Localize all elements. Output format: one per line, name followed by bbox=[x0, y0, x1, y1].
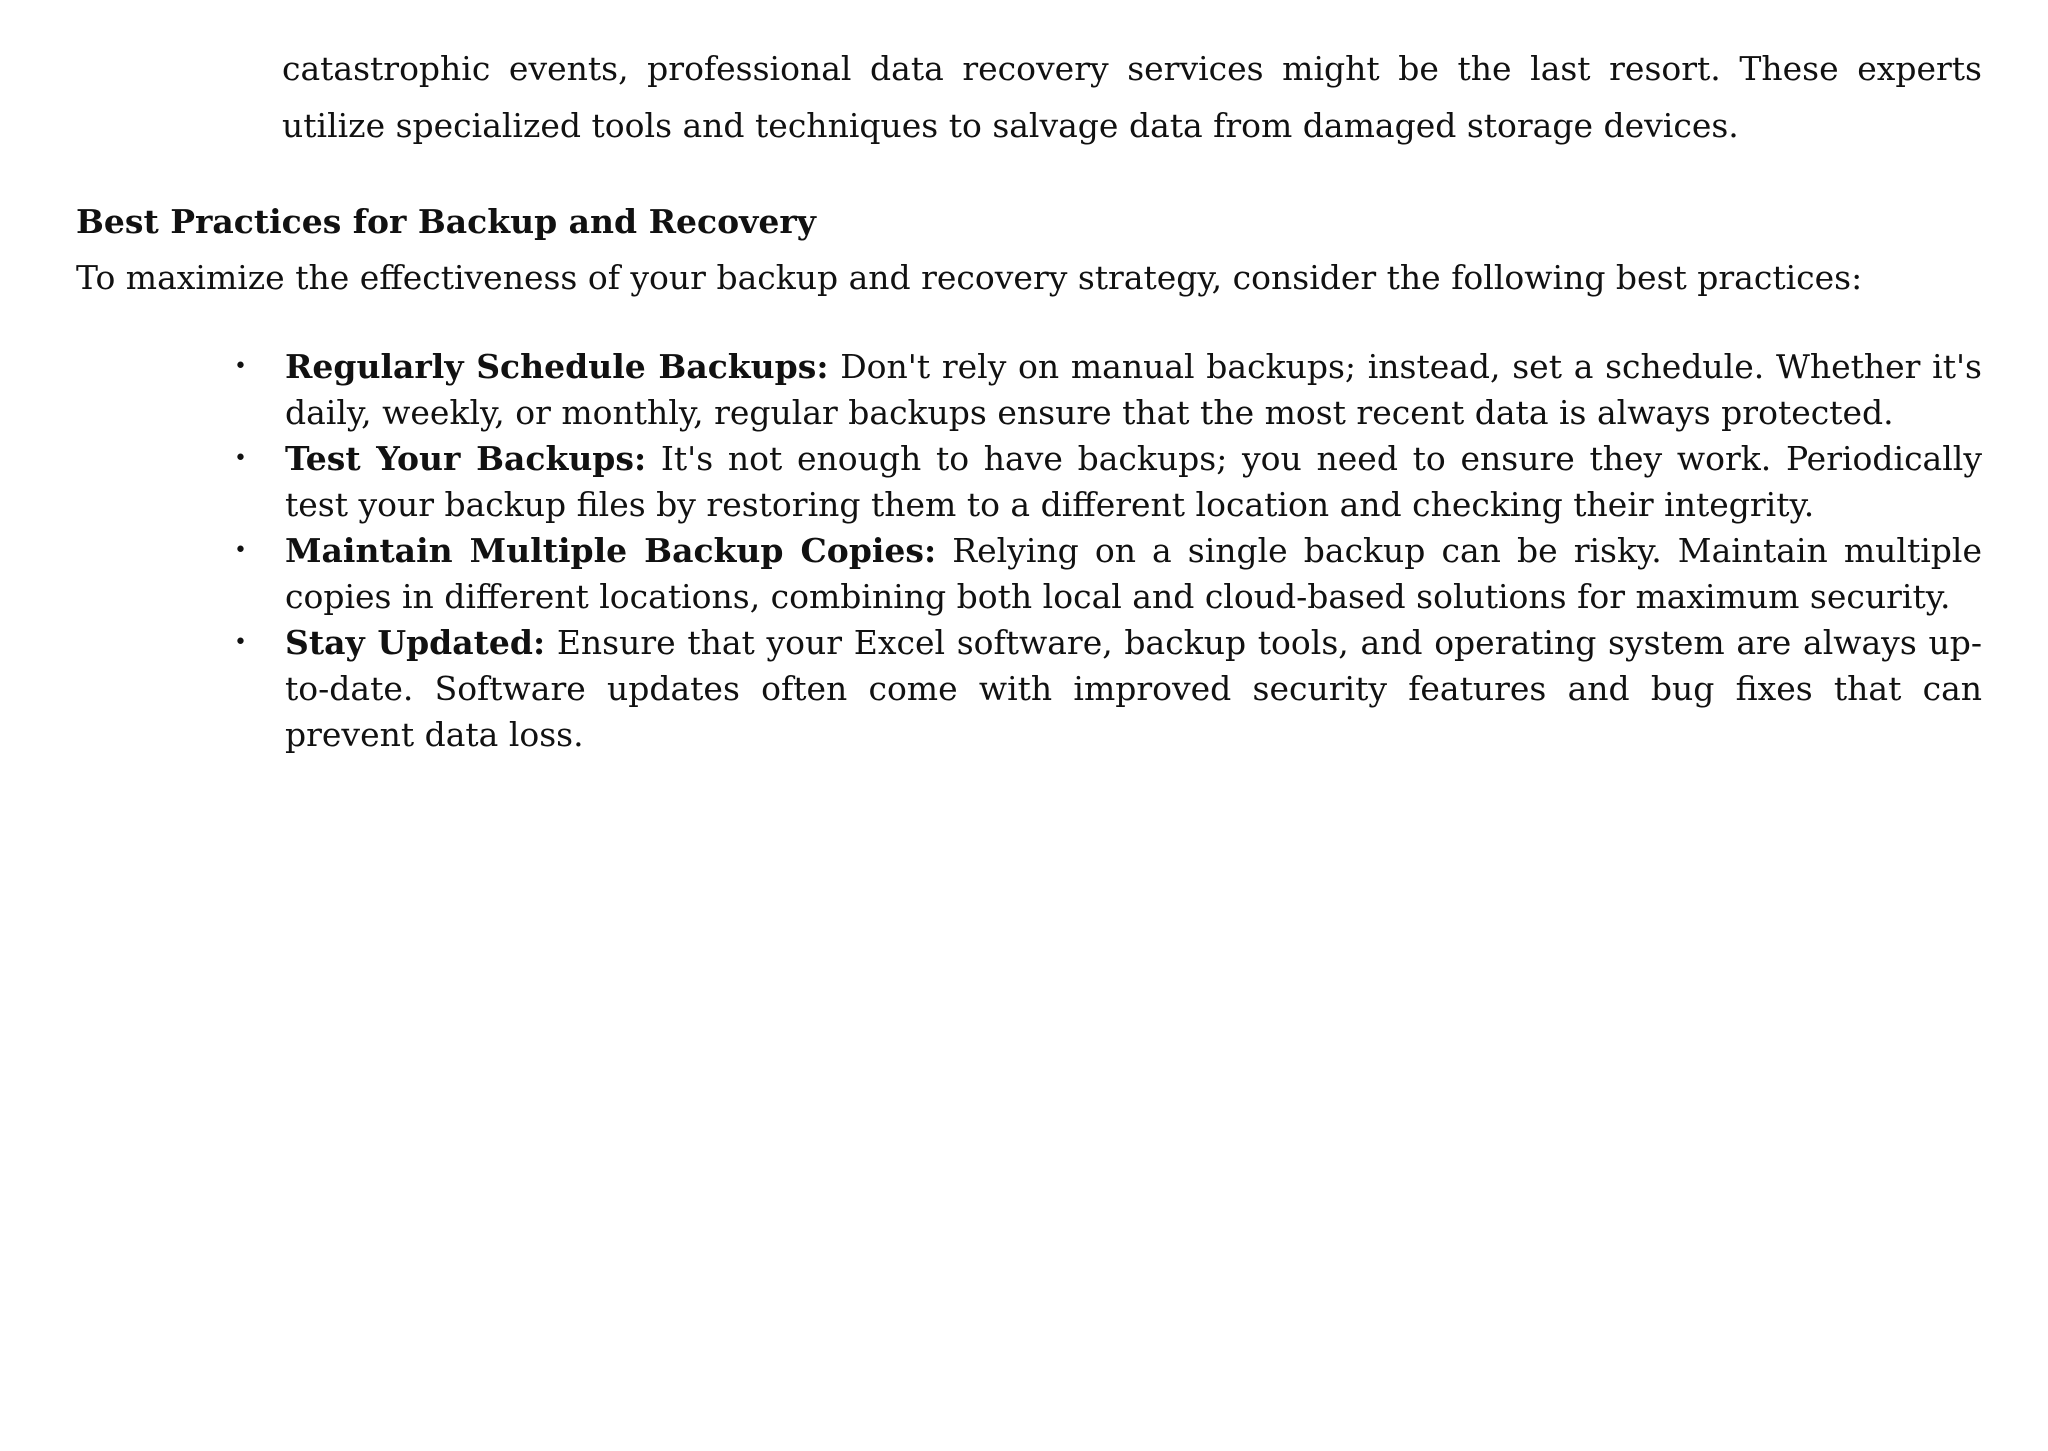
bullet-icon: • bbox=[234, 446, 247, 471]
bullet-icon: • bbox=[234, 354, 247, 379]
item-text: Don't rely on manual backups; instead, set a schedule. Whether it's daily, weekly, or monthly, regular backups ensure that the most recent data is always protected. bbox=[285, 347, 1982, 432]
best-practices-list bbox=[234, 344, 1982, 758]
list-item bbox=[234, 620, 1982, 758]
list-item bbox=[234, 436, 1982, 528]
bullet-icon: • bbox=[234, 538, 247, 563]
list-item bbox=[234, 528, 1982, 620]
item-title: Maintain Multiple Backup Copies: bbox=[285, 531, 937, 570]
bullet-icon: • bbox=[234, 630, 247, 655]
item-text: It's not enough to have backups; you need to ensure they work. Periodically test your backup files by restoring them to a different location and checking their integrity. bbox=[285, 439, 1982, 524]
item-title: Stay Updated: bbox=[285, 623, 546, 662]
item-title: Regularly Schedule Backups: bbox=[285, 347, 829, 386]
continued-paragraph: catastrophic events, professional data recovery services might be the last resort. These experts utilize specialized tools and techniques to salvage data from damaged storage devices. bbox=[282, 49, 1982, 145]
section-heading: Best Practices for Backup and Recovery bbox=[76, 202, 816, 241]
item-title: Test Your Backups: bbox=[285, 439, 647, 478]
item-text: Relying on a single backup can be risky. Maintain multiple copies in different locations, combining both local and cloud-based solutions for maximum security. bbox=[285, 531, 1982, 616]
list-item bbox=[234, 344, 1982, 436]
section-intro: To maximize the effectiveness of your backup and recovery strategy, consider the following best practices: bbox=[76, 258, 1863, 297]
item-text: Ensure that your Excel software, backup tools, and operating system are always up-to-date. Software updates often come with improved security features and bug fixes that can prevent data loss. bbox=[285, 623, 1982, 754]
